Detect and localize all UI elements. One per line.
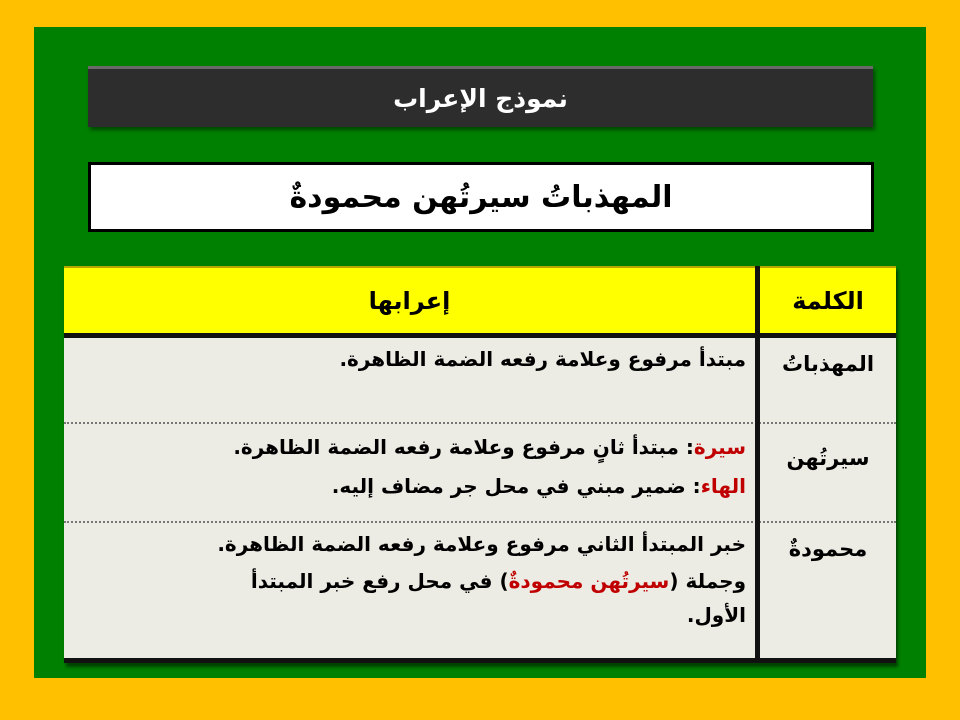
table-header-row xyxy=(64,266,896,338)
example-sentence-box xyxy=(88,162,874,232)
slide-title: نموذج الإعراب xyxy=(393,83,568,113)
parsing-cell xyxy=(66,340,746,379)
example-sentence: المهذباتُ سيرتُهن محمودةٌ xyxy=(289,179,673,215)
title-bar xyxy=(88,66,873,127)
term-label: الهاء xyxy=(700,474,746,498)
parsing-line xyxy=(66,467,746,506)
term-description: : ضمير مبني في محل جر مضاف إليه. xyxy=(331,474,701,498)
term-description: : مبتدأ ثانٍ مرفوع وعلامة رفعه الضمة الظاهرة. xyxy=(233,435,694,459)
column-divider xyxy=(755,266,760,663)
parsing-cell xyxy=(66,428,746,506)
header-word: الكلمة xyxy=(792,286,864,315)
parsing-line xyxy=(226,564,746,632)
word-cell: سيرتُهن xyxy=(786,446,870,470)
table-row xyxy=(64,338,896,424)
slide-panel xyxy=(34,27,926,678)
parsing-line xyxy=(66,428,746,467)
sentence-note-prefix: وجملة ( xyxy=(669,569,746,593)
header-parsing: إعرابها xyxy=(368,286,451,315)
word-cell: المهذباتُ xyxy=(781,352,875,376)
term-label: سيرة xyxy=(693,435,746,459)
table-row xyxy=(64,424,896,523)
table-body xyxy=(64,338,896,663)
parsing-cell xyxy=(66,525,746,632)
parsing-line: مبتدأ مرفوع وعلامة رفعه الضمة الظاهرة. xyxy=(339,347,746,371)
parsing-line: خبر المبتدأ الثاني مرفوع وعلامة رفعه الضمة الظاهرة. xyxy=(217,532,746,556)
parsing-table xyxy=(64,266,896,663)
word-cell: محمودةٌ xyxy=(788,537,868,561)
table-row xyxy=(64,523,896,658)
highlighted-phrase: سيرتُهن محمودةٌ xyxy=(508,569,670,593)
sentence-note-suffix: ) في محل رفع خبر المبتدأ الأول. xyxy=(250,569,746,627)
